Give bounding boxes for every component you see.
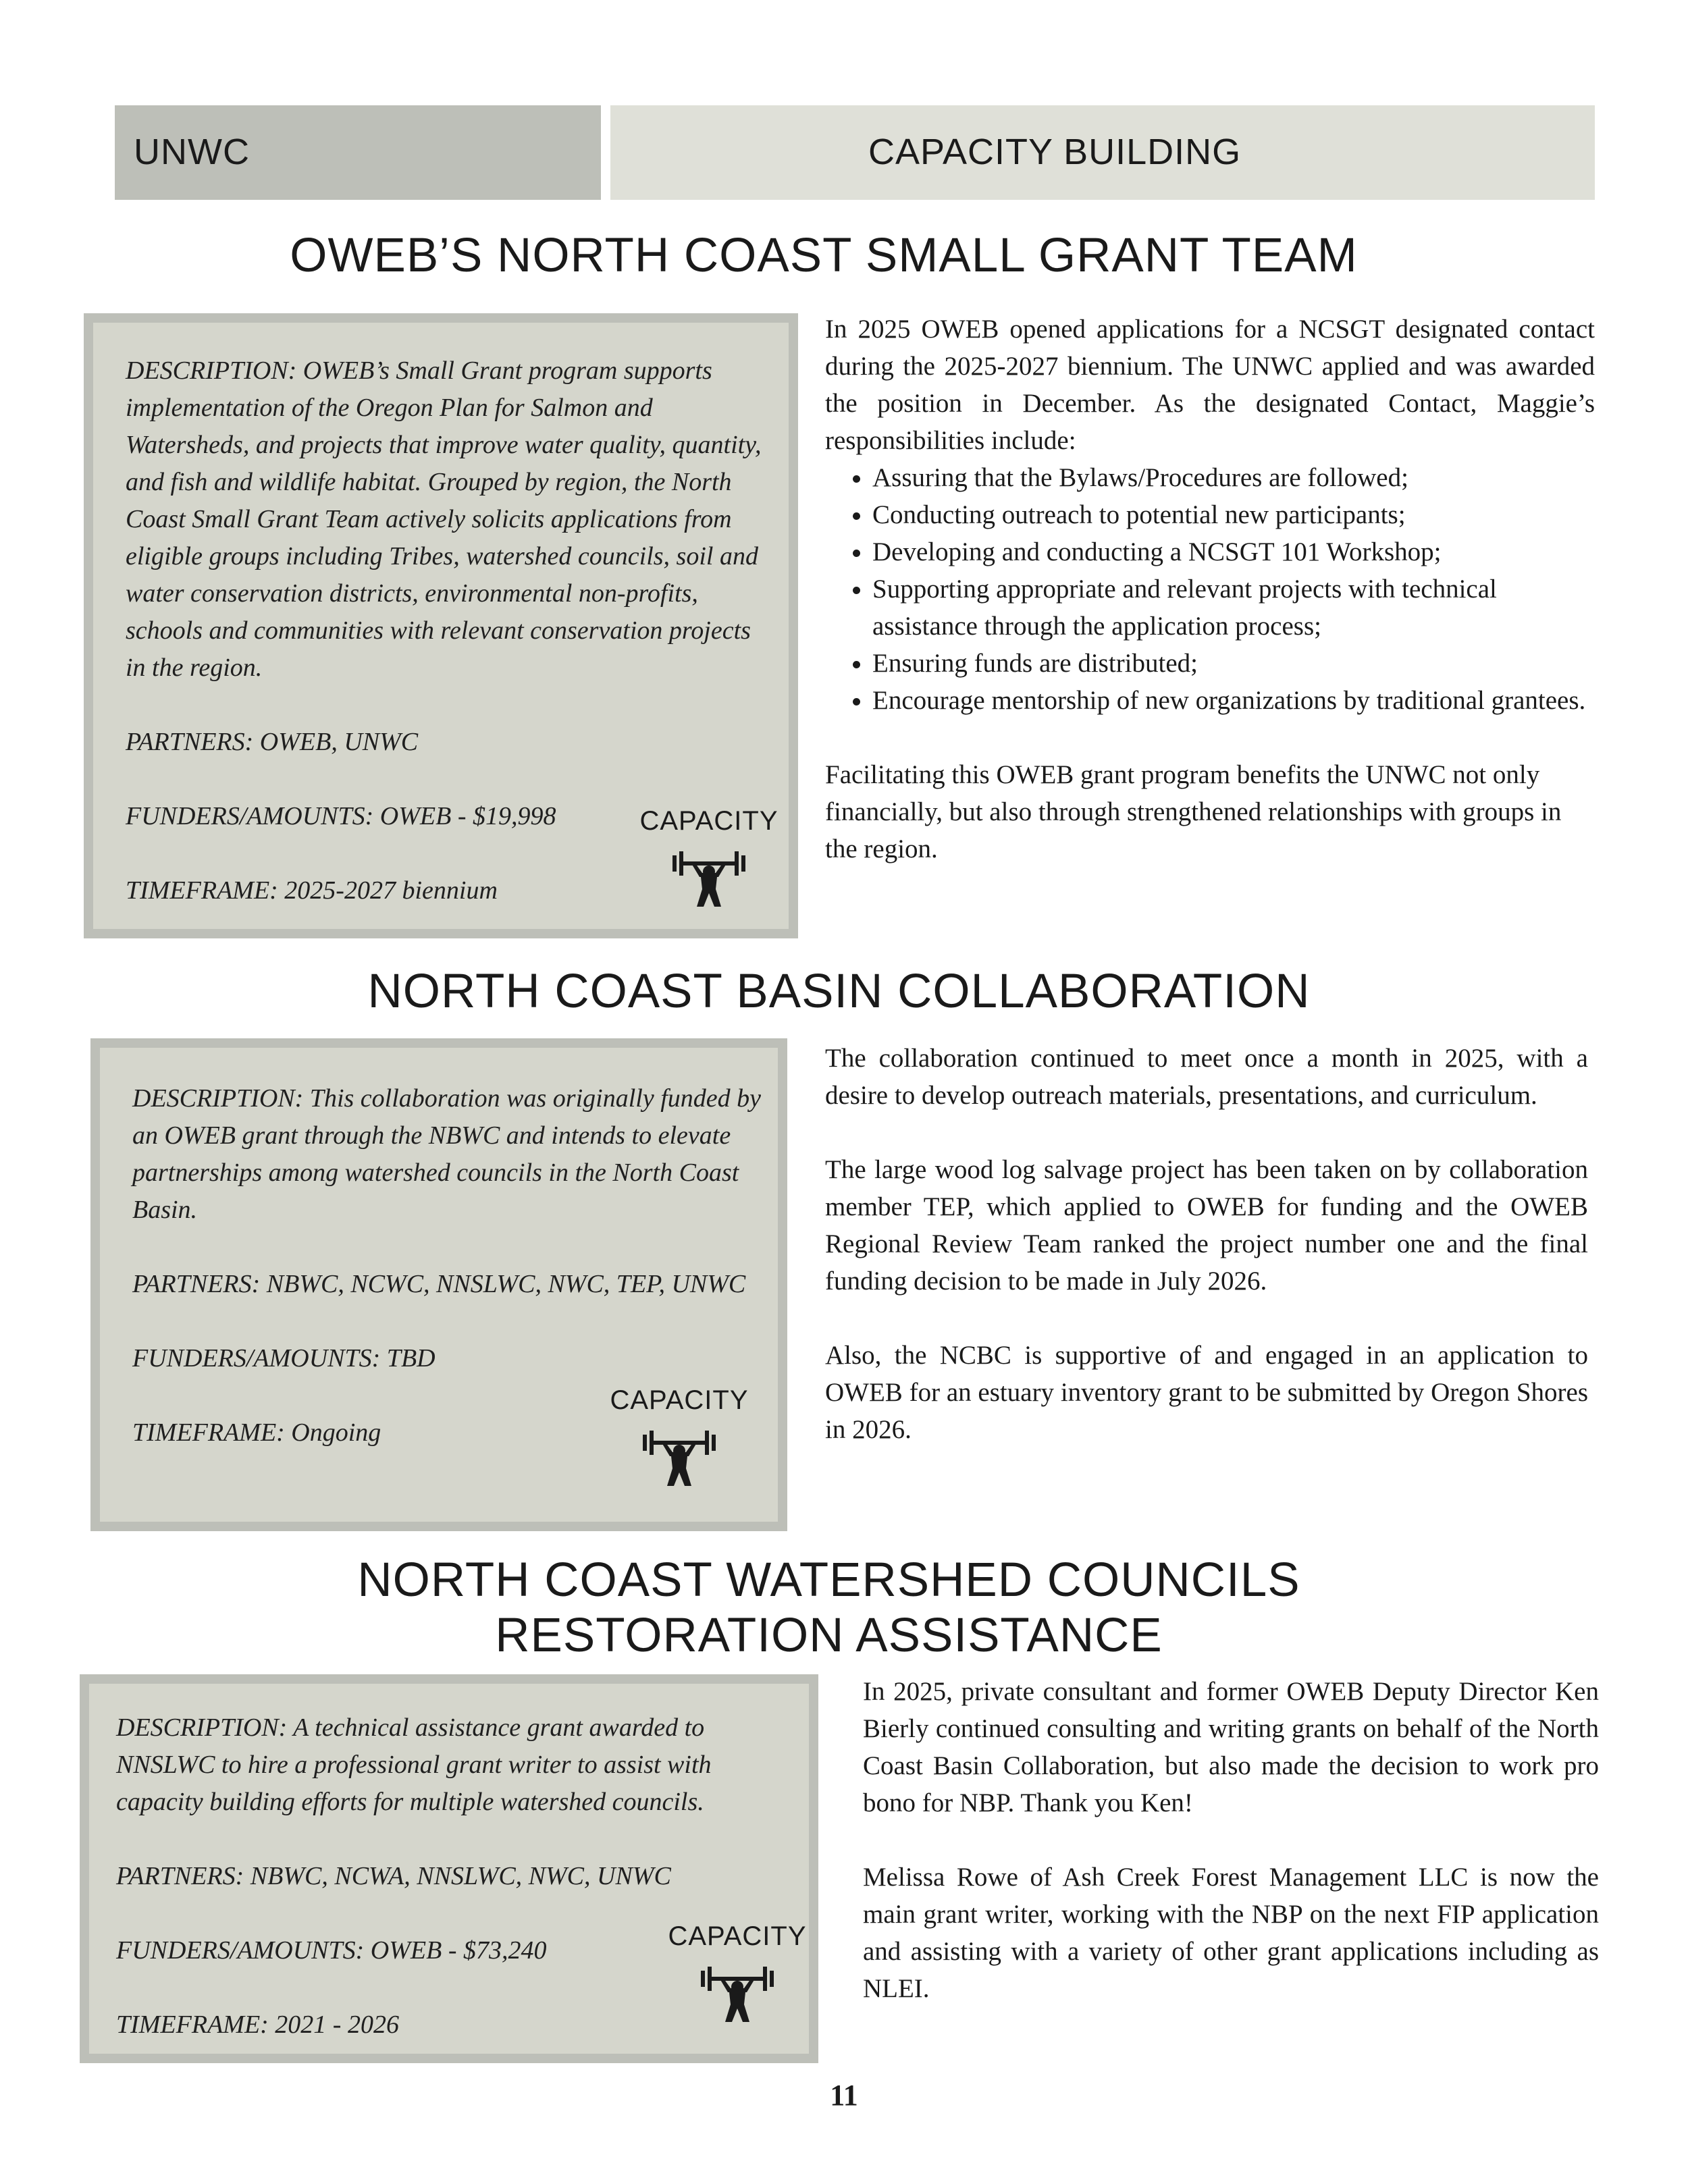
- section2-body: [825, 1040, 1588, 1448]
- section3-partners: PARTNERS: NBWC, NCWA, NNSLWC, NWC, UNWC: [116, 1862, 671, 1890]
- section3-info-box: [80, 1674, 818, 2063]
- page-number: 11: [830, 2079, 858, 2112]
- section3-title-line2: RESTORATION ASSISTANCE: [495, 1609, 1163, 1662]
- section1-intro: In 2025 OWEB opened applications for a NCSGT designated contact during the 2025-2027 biennium. The UNWC applied and was awarded the position in December. As the designated Contact, Maggie’s responsibilities include:: [825, 315, 1595, 455]
- list-item: • Conducting outreach to potential new participants;: [872, 496, 1595, 533]
- section3-title: [115, 1553, 1543, 1663]
- capacity-label: CAPACITY: [610, 1385, 749, 1415]
- section3-paragraph: Melissa Rowe of Ash Creek Forest Management LLC is now the main grant writer, working with the NBP on the next FIP application and assisting with a variety of other grant applications including as NLEI.: [863, 1863, 1599, 2003]
- section1-closing: Facilitating this OWEB grant program benefits the UNWC not only financially, but also through strengthened relationships with groups in the region.: [825, 760, 1562, 863]
- section3-capacity-badge: [663, 1921, 812, 2027]
- section2-paragraph: The collaboration continued to meet once a month in 2025, with a desire to develop outreach materials, presentations, and curriculum.: [825, 1044, 1588, 1110]
- section2-info-box: [90, 1038, 787, 1531]
- section2-timeframe: TIMEFRAME: Ongoing: [132, 1418, 381, 1447]
- section2-paragraph: Also, the NCBC is supportive of and engaged in an application to OWEB for an estuary inventory grant to be submitted by Oregon Shores in 2026.: [825, 1341, 1588, 1444]
- section2-funders: FUNDERS/AMOUNTS: TBD: [132, 1344, 436, 1373]
- section3-paragraph: In 2025, private consultant and former OWEB Deputy Director Ken Bierly continued consulting and writing grants on behalf of the North Coast Basin Collaboration, but also made the decision to work pro bono for NBP. Thank you Ken!: [863, 1677, 1599, 1817]
- section1-partners: PARTNERS: OWEB, UNWC: [126, 728, 419, 756]
- section1-funders: FUNDERS/AMOUNTS: OWEB - $19,998: [126, 802, 556, 830]
- section1-info-box: [84, 313, 798, 938]
- section2-title: NORTH COAST BASIN COLLABORATION: [367, 965, 1311, 1018]
- section1-timeframe: TIMEFRAME: 2025-2027 biennium: [126, 876, 498, 905]
- capacity-label: CAPACITY: [668, 1921, 807, 1951]
- list-item: • Supporting appropriate and relevant projects with technical assistance through the application process;: [872, 570, 1595, 645]
- header-left-panel: [115, 105, 601, 200]
- capacity-label: CAPACITY: [639, 806, 779, 836]
- header-section-label: CAPACITY BUILDING: [868, 132, 1242, 172]
- list-item: • Ensuring funds are distributed;: [872, 645, 1595, 682]
- section1-description: DESCRIPTION: OWEB’s Small Grant program supports implementation of the Oregon Plan for Salmon and Watersheds, and projects that improve water quality, quantity, and fish and wildlife habitat. Grouped by region, the North Coast Small Grant Team actively solicits applications from eligible groups including Tribes, watershed councils, soil and water conservation districts, environmental non-profits, schools and communities with relevant conservation projects in the region.: [126, 356, 762, 682]
- section3-title-line1: NORTH COAST WATERSHED COUNCILS: [357, 1553, 1300, 1607]
- section1-capacity-badge: [635, 806, 783, 911]
- section3-timeframe: TIMEFRAME: 2021 - 2026: [116, 2010, 399, 2039]
- list-item: • Assuring that the Bylaws/Procedures are followed;: [872, 459, 1595, 496]
- section1-body: [825, 311, 1595, 868]
- section3-description: DESCRIPTION: A technical assistance grant awarded to NNSLWC to hire a professional grant writer to assist with capacity building efforts for multiple watershed councils.: [116, 1713, 712, 1816]
- weightlifter-icon: [639, 1420, 720, 1487]
- list-item: • Developing and conducting a NCSGT 101 Workshop;: [872, 533, 1595, 570]
- section3-funders: FUNDERS/AMOUNTS: OWEB - $73,240: [116, 1936, 547, 1965]
- section2-partners: PARTNERS: NBWC, NCWC, NNSLWC, NWC, TEP, UNWC: [132, 1270, 746, 1298]
- section2-capacity-badge: [605, 1385, 754, 1491]
- header-right-panel: [610, 105, 1595, 200]
- section1-responsibilities-list: [825, 459, 1595, 719]
- section3-body: [863, 1673, 1599, 2007]
- list-item: • Encourage mentorship of new organizations by traditional grantees.: [872, 682, 1595, 719]
- section2-description: DESCRIPTION: This collaboration was originally funded by an OWEB grant through the NBWC and intends to elevate partnerships among watershed councils in the North Coast Basin.: [132, 1084, 761, 1224]
- section1-title: OWEB’S NORTH COAST SMALL GRANT TEAM: [290, 229, 1358, 282]
- weightlifter-icon: [668, 841, 749, 908]
- header-org-label: UNWC: [134, 132, 250, 172]
- weightlifter-icon: [697, 1956, 778, 2023]
- section2-paragraph: The large wood log salvage project has been taken on by collaboration member TEP, which applied to OWEB for funding and the OWEB Regional Review Team ranked the project number one and the final funding decision to be made in July 2026.: [825, 1155, 1588, 1296]
